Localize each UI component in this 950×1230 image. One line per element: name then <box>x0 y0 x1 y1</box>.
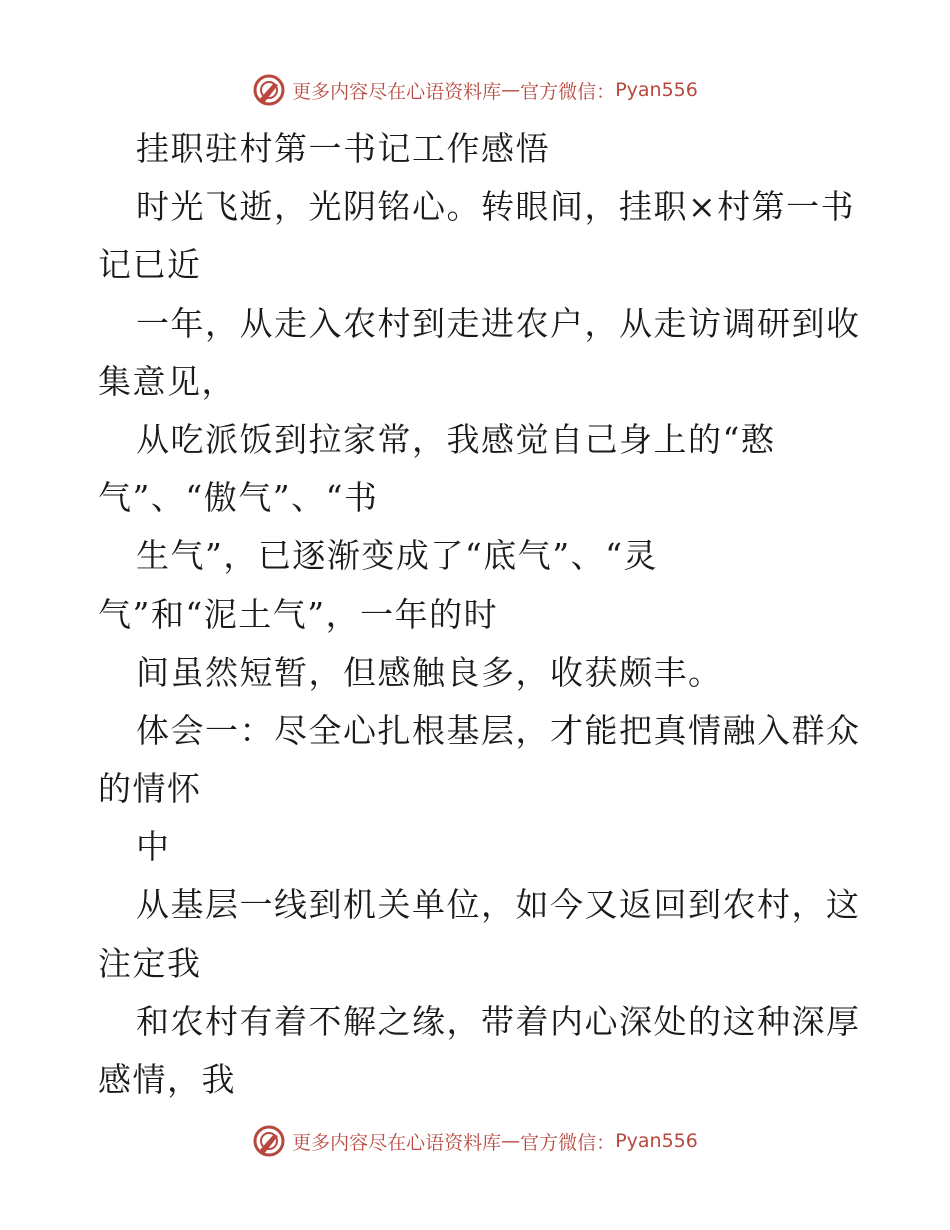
watermark-text: 更多内容尽在心语资料库 <box>292 80 502 103</box>
watermark-text: 更多内容尽在心语资料库 <box>292 1131 502 1154</box>
watermark-official: 官方微信： <box>520 1131 616 1154</box>
text-line: 体会一：尽全心扎根基层，才能把真情融入群众 <box>136 710 861 750</box>
watermark-official: 官方微信： <box>520 80 616 103</box>
text-line: 从基层一线到机关单位，如今又返回到农村，这 <box>136 885 861 925</box>
header-watermark <box>0 70 950 110</box>
text-line: 生气”，已逐渐变成了“底气”、“灵 <box>136 536 658 576</box>
footer-watermark <box>0 1121 950 1161</box>
text-line: 和农村有着不解之缘，带着内心深处的这种深厚 <box>136 1001 861 1041</box>
text-line: 气”和“泥土气”，一年的时 <box>98 594 499 634</box>
watermark-separator: — <box>501 1130 521 1152</box>
text-line: 的情怀 <box>98 769 202 809</box>
text-line: 一年，从走入农村到走进农户，从走访调研到收 <box>136 303 861 343</box>
text-line: 从吃派饭到拉家常，我感觉自己身上的“憨 <box>136 419 776 459</box>
text-line: 时光飞逝，光阴铭心。转眼间，挂职×村第一书 <box>136 187 856 227</box>
text-line: 注定我 <box>98 943 202 983</box>
text-line: 记已近 <box>98 245 202 285</box>
text-line: 中 <box>136 827 171 867</box>
watermark-logo-icon <box>252 1124 286 1158</box>
watermark-id: Pyan556 <box>615 1130 698 1152</box>
text-line: 集意见， <box>98 361 236 401</box>
text-line: 间虽然短暂，但感触良多，收获颇丰。 <box>136 652 723 692</box>
document-body <box>98 120 878 1109</box>
text-line: 挂职驻村第一书记工作感悟 <box>136 129 550 168</box>
watermark-id: Pyan556 <box>615 79 698 101</box>
watermark-logo-icon <box>252 73 286 107</box>
text-line: 感情，我 <box>98 1060 236 1099</box>
watermark-separator: — <box>501 79 521 101</box>
text-line: 气”、“傲气”、“书 <box>98 478 379 518</box>
